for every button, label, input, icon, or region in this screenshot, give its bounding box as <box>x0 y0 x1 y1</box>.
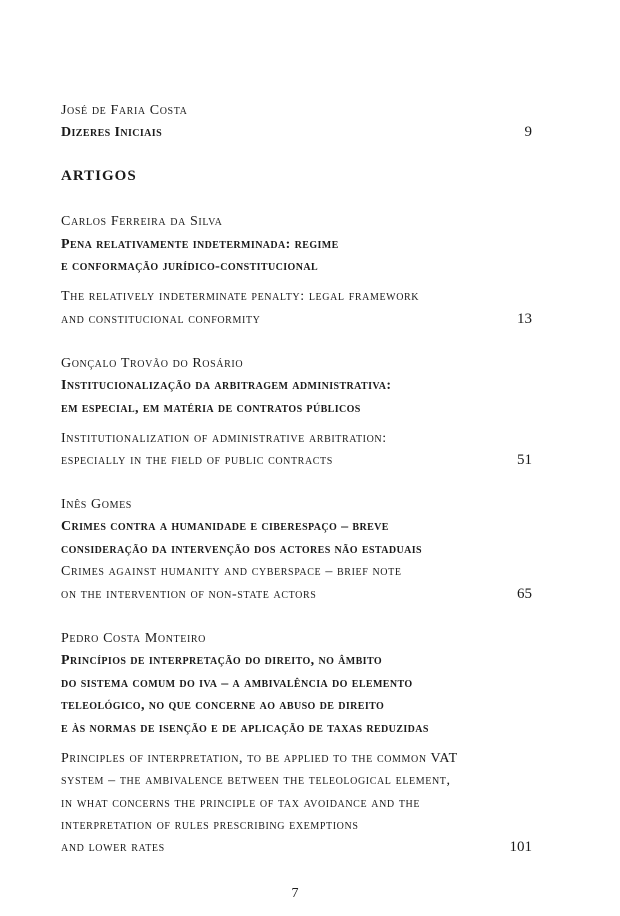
article-english-line: Institutionalization of administrative arbitration: <box>61 431 387 446</box>
article-english-line: interpretation of rules prescribing exemptions <box>61 818 359 833</box>
article-author: Pedro Costa Monteiro <box>61 631 206 646</box>
article-english-line: system – the ambivalence between the teleological element, <box>61 773 451 788</box>
article-title-line: Pena relativamente indeterminada: regime <box>61 237 339 252</box>
article-page-number: 13 <box>517 311 532 327</box>
section-heading: ARTIGOS <box>61 168 137 184</box>
article-title-line: teleológico, no que concerne ao abuso de direito <box>61 698 385 713</box>
article-english-line: Crimes against humanity and cyberspace – brief note <box>61 564 402 579</box>
folio: 7 <box>291 886 299 901</box>
article-english-line: Principles of interpretation, to be applied to the common VAT <box>61 751 458 766</box>
article-page-number: 51 <box>517 452 532 468</box>
article-title-line: consideração da intervenção dos actores não estaduais <box>61 542 422 557</box>
article-author: Inês Gomes <box>61 497 132 512</box>
article-english-line: and constitucional conformity <box>61 312 261 327</box>
article-title-line: do sistema comum do iva – a ambivalência do elemento <box>61 676 413 691</box>
front-page-number: 9 <box>524 124 532 140</box>
article-author: Carlos Ferreira da Silva <box>61 214 223 229</box>
article-english-line: and lower rates <box>61 840 165 855</box>
article-page-number: 101 <box>509 839 532 855</box>
front-title: Dizeres Iniciais <box>61 125 163 140</box>
article-english-line: on the intervention of non-state actors <box>61 587 317 602</box>
article-title-line: em especial, em matéria de contratos públicos <box>61 401 361 416</box>
article-page-number: 65 <box>517 586 532 602</box>
article-english-line: The relatively indeterminate penalty: legal framework <box>61 289 420 304</box>
article-title-line: Institucionalização da arbitragem administrativa: <box>61 378 392 393</box>
article-title-line: Crimes contra a humanidade e ciberespaço – breve <box>61 519 389 534</box>
article-author: Gonçalo Trovão do Rosário <box>61 356 244 371</box>
article-english-line: especially in the field of public contracts <box>61 453 333 468</box>
article-title-line: e conformação jurídico-constitucional <box>61 259 319 274</box>
article-english-line: in what concerns the principle of tax avoidance and the <box>61 796 421 811</box>
front-author: José de Faria Costa <box>61 103 188 118</box>
article-title-line: e às normas de isenção e de aplicação de taxas reduzidas <box>61 721 429 736</box>
article-title-line: Princípios de interpretação do direito, no âmbito <box>61 653 383 668</box>
